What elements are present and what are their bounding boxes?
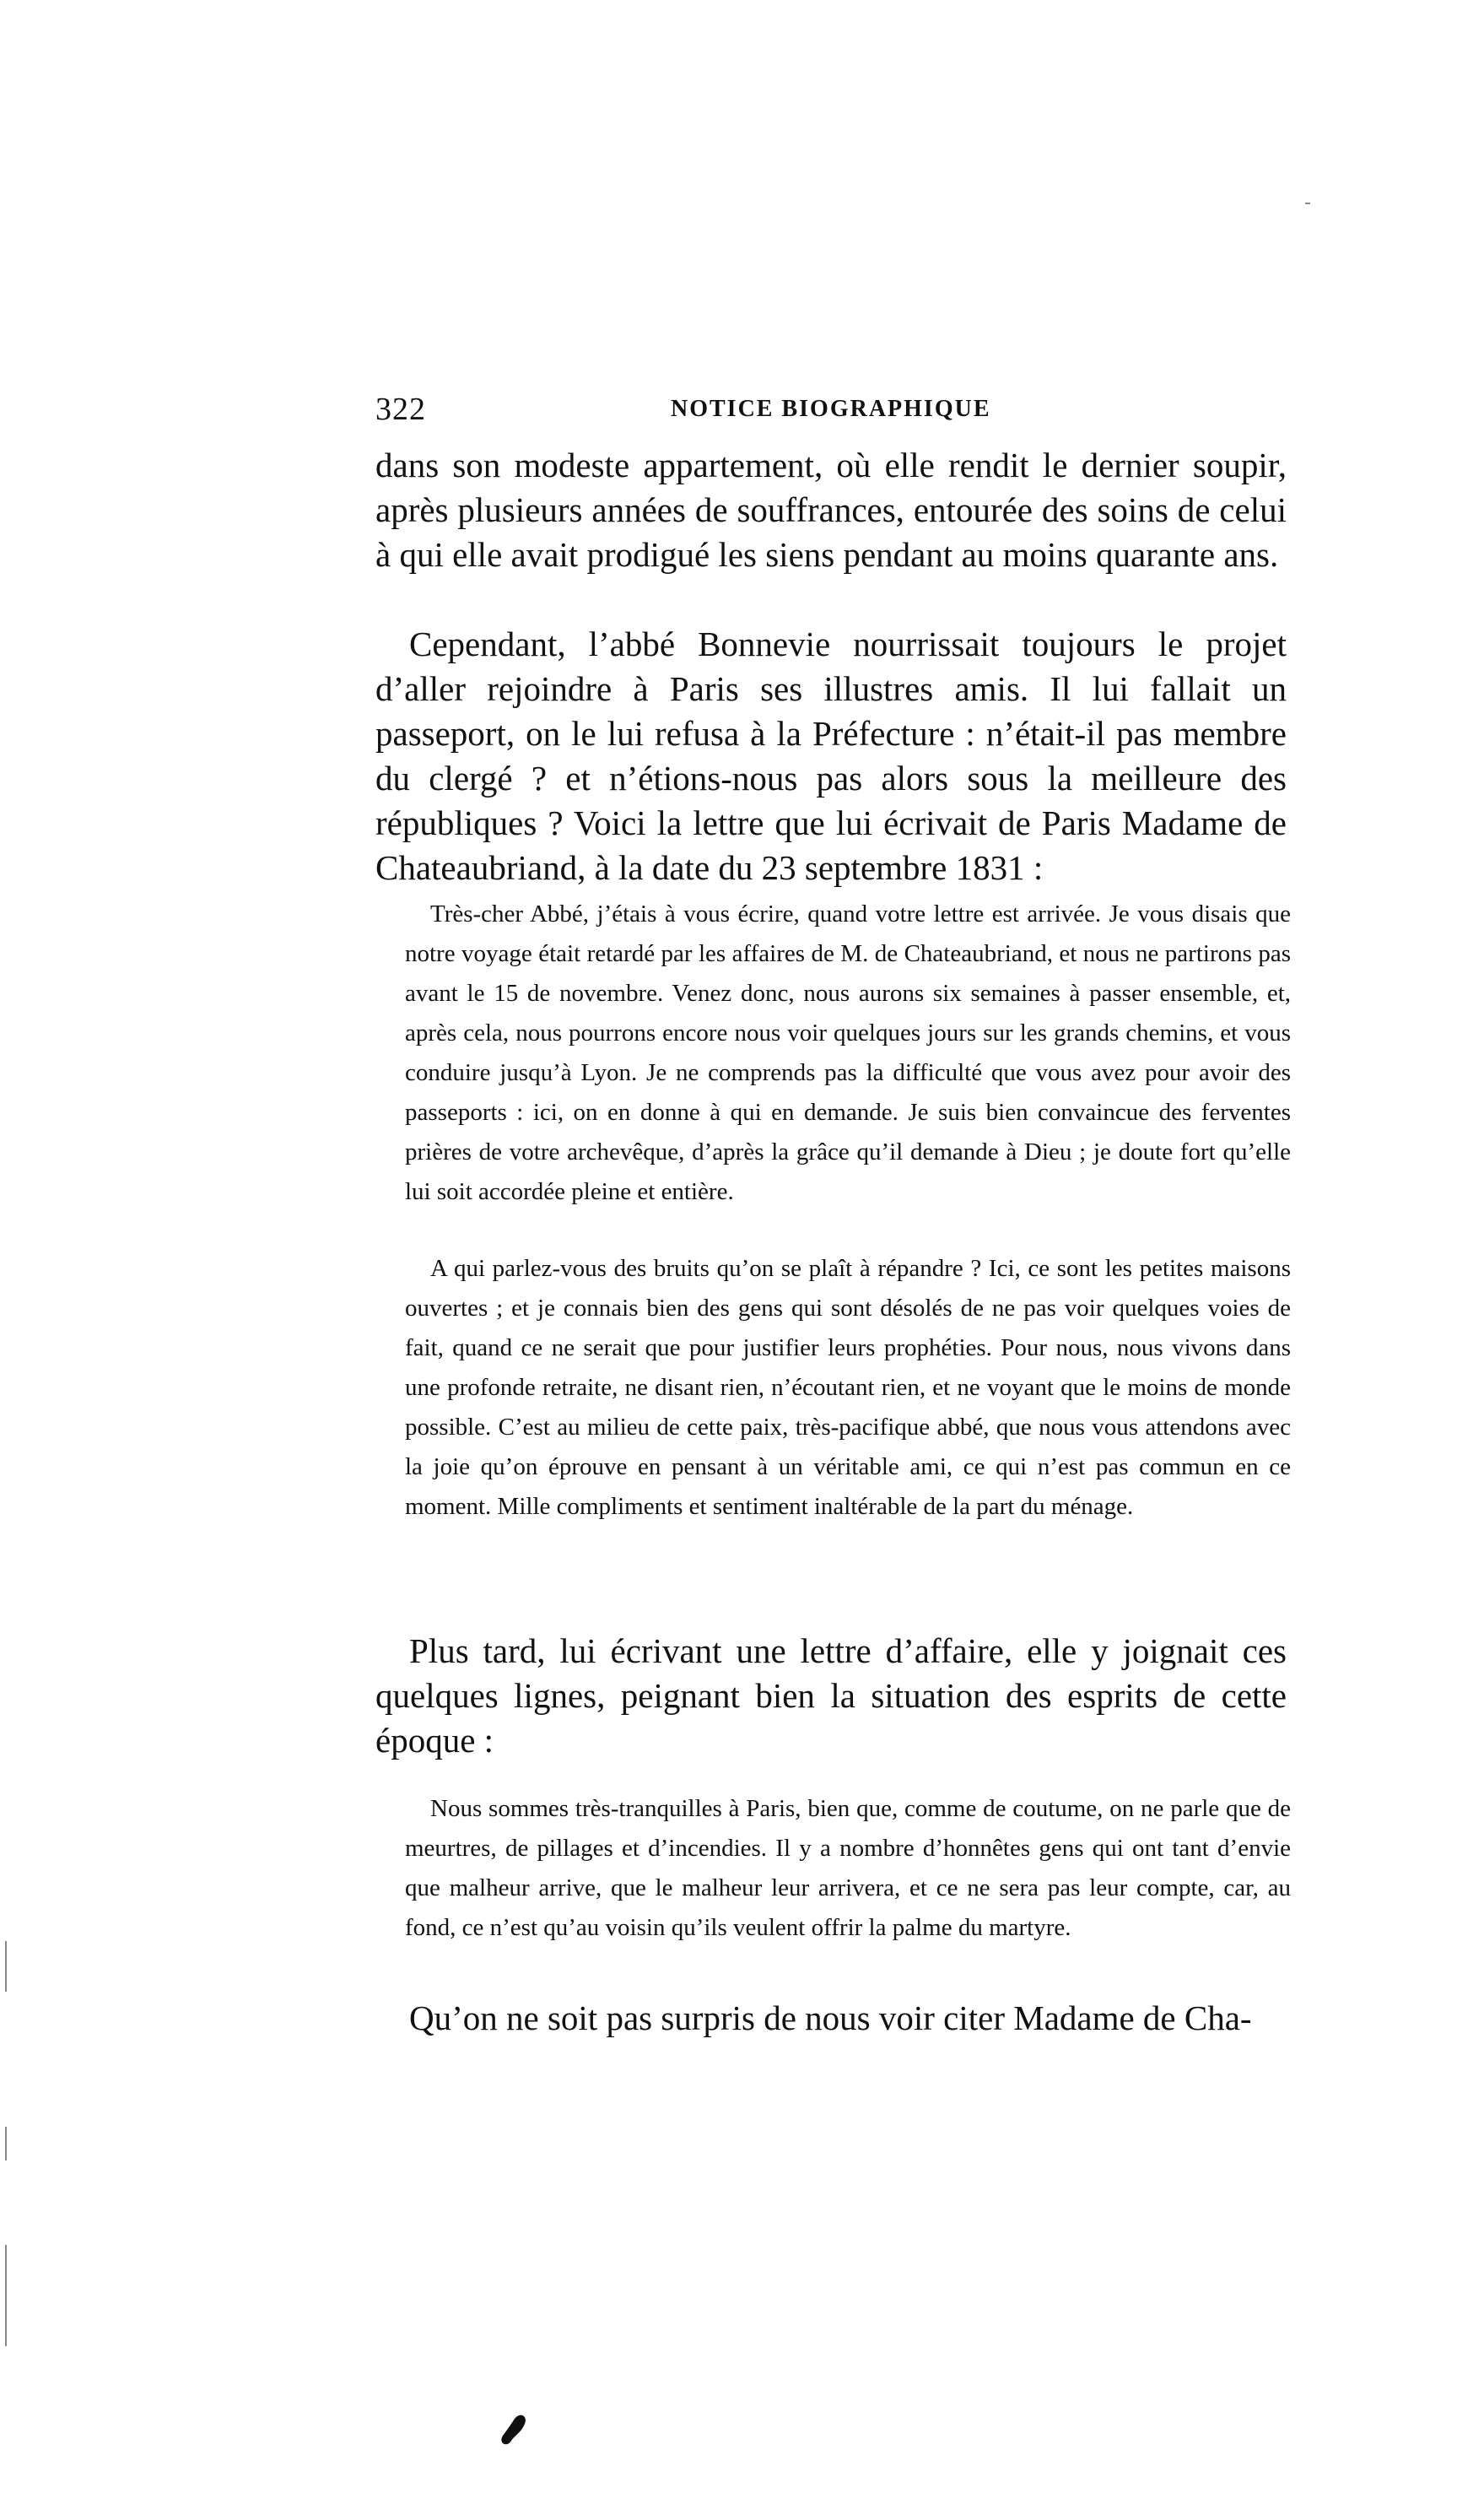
body-paragraph-3 [375, 1629, 1287, 1763]
scan-margin-mark-2 [5, 2127, 7, 2160]
body-paragraph-2 [375, 622, 1287, 890]
scan-speck-1 [1305, 203, 1310, 204]
letter-quote-3 [405, 1789, 1291, 1948]
quote-paragraph-2: A qui parlez-vous des bruits qu’on se plaît à répandre ? Ici, ce sont les petites maisons ouvertes ; et je connais bien des gens qui sont désolés de ne pas voir quelques voies de fait, quand ce ne serait que pour justifier leurs prophéties. Pour nous, nous vivons dans une profonde retraite, ne disant rien, n’écoutant rien, et ne voyant que le moins de monde possible. C’est au milieu de cette paix, très-pacifique abbé, que nous vous attendons avec la joie qu’on éprouve en pensant à un véritable ami, ce qui n’est pas commun en ce moment. Mille compliments et sentiment inaltérable de la part du ménage. [405, 1255, 1291, 1520]
body-paragraph-4 [375, 1996, 1287, 2041]
paragraph-2: Cependant, l’abbé Bonnevie nourrissait toujours le projet d’aller rejoindre à Paris ses illustres amis. Il lui fallait un passeport, on le lui refusa à la Préfecture : n’était-il pas membre du clergé ? et n’étions-nous pas alors sous la meilleure des républiques ? Voici la lettre que lui écrivait de Paris Madame de Chateaubriand, à la date du 23 septembre 1831 : [375, 625, 1287, 887]
quote-paragraph-3: Nous sommes très-tranquilles à Paris, bien que, comme de coutume, on ne parle que de meurtres, de pillages et d’incendies. Il y a nombre d’honnêtes gens qui ont tant d’envie que malheur arrive, que le malheur leur arrivera, et ce ne sera pas leur compte, car, au fond, ce n’est qu’au voisin qu’ils veulent offrir la palme du martyre. [405, 1795, 1291, 1941]
letter-quote-2 [405, 1249, 1291, 1527]
scan-margin-mark-3 [5, 2245, 7, 2346]
paragraph-3: Plus tard, lui écrivant une lettre d’affaire, elle y joignait ces quelques lignes, peignant bien la situation des esprits de cette époque : [375, 1631, 1287, 1760]
page-header [375, 384, 1287, 435]
page-number: 322 [375, 392, 426, 427]
quote-paragraph-1: Très-cher Abbé, j’étais à vous écrire, quand votre lettre est arrivée. Je vous disais que notre voyage était retardé par les affaires de M. de Chateaubriand, et nous ne partirons pas avant le 15 de novembre. Venez donc, nous aurons six semaines à passer ensemble, et, après cela, nous pourrons encore nous voir quelques jours sur les grands chemins, et vous conduire jusqu’à Lyon. Je ne comprends pas la difficulté que vous avez pour avoir des passeports : ici, on en donne à qui en demande. Je suis bien convaincue des ferventes prières de votre archevêque, d’après la grâce qu’il demande à Dieu ; je doute fort qu’elle lui soit accordée pleine et entière. [405, 900, 1291, 1205]
body-paragraph-continuation [375, 443, 1287, 577]
scan-margin-mark-1 [5, 1941, 7, 1992]
paragraph-4: Qu’on ne soit pas surpris de nous voir citer Madame de Cha- [409, 1998, 1252, 2037]
letter-quote-1 [405, 895, 1291, 1212]
running-head: NOTICE BIOGRAPHIQUE [671, 396, 991, 422]
ink-blot-icon [496, 2410, 530, 2447]
paragraph-1: dans son modeste appartement, où elle rendit le dernier soupir, après plusieurs années de souffrances, entourée des soins de celui à qui elle avait prodigué les siens pendant au moins quarante ans. [375, 446, 1287, 574]
